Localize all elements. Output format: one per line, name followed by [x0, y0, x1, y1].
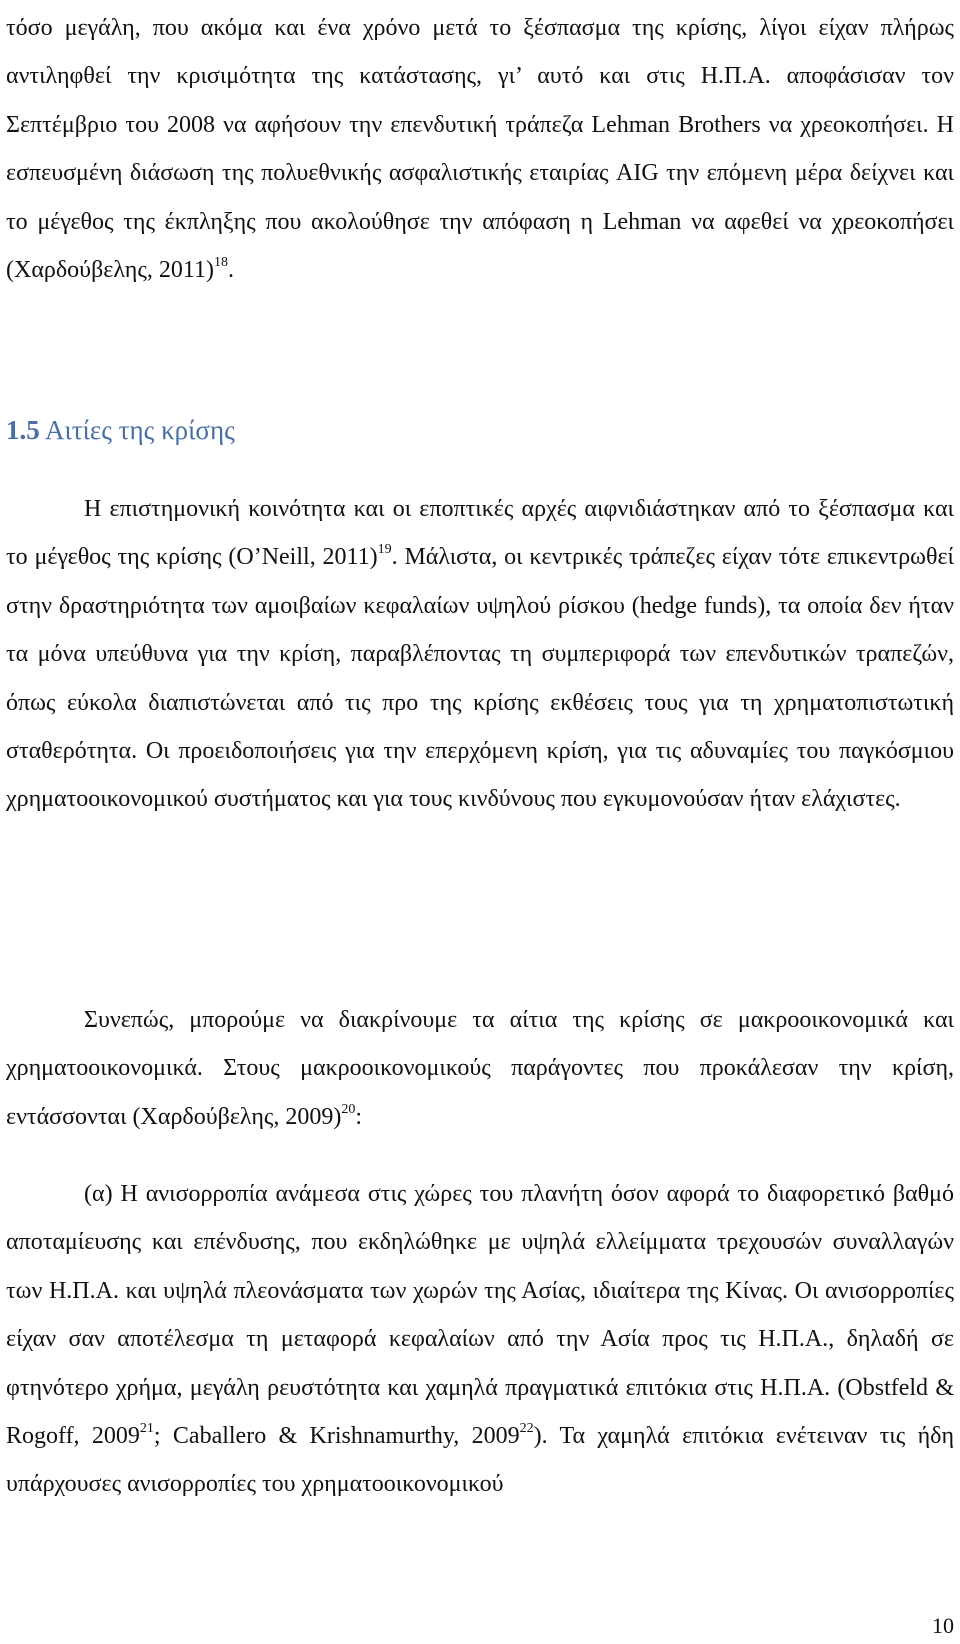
footnote-ref-19: 19 [377, 542, 392, 558]
paragraph-lehman-collapse [6, 4, 954, 294]
paragraph-text: (α) Η ανισορροπία ανάμεσα στις χώρες του πλανήτη όσον αφορά το διαφορετικό βαθμό αποταμίευσης και επένδυσης, που εκδηλώθηκε με υψηλά ελλείμματα τρεχουσών συναλλαγών των Η.Π.Α. και υψηλά πλεονάσματα των χωρών της Ασίας, ιδιαίτερα της Κίνας. Οι ανισορροπίες είχαν σαν αποτέλεσμα τη μεταφορά κεφαλαίων από την Ασία προς τις Η.Π.Α., δηλαδή σε φτηνότερο χρήμα, μεγάλη ρευστότητα και χαμηλά πραγματικά επιτόκια στις Η.Π.Α. (Obstfeld & Rogoff, 2009 [6, 1181, 954, 1450]
footnote-ref-18: 18 [213, 255, 228, 271]
paragraph-text: : [355, 1103, 363, 1130]
paragraph-text: Συνεπώς, μπορούμε να διακρίνουμε τα αίτια της κρίσης σε μακροοικονομικά και χρηματοοικονομικά. Στους μακροοικονομικούς παράγοντες που προκάλεσαν την κρίση, εντάσσονται (Χαρδούβελης, 2009) [6, 1007, 954, 1130]
paragraph-text: ; Caballero & Krishnamurthy, 2009 [153, 1423, 520, 1450]
footnote-ref-22: 22 [519, 1421, 534, 1437]
footnote-ref-20: 20 [341, 1101, 356, 1117]
paragraph-text: . [227, 257, 234, 284]
section-number: 1.5 [6, 415, 40, 445]
footnote-ref-21: 21 [139, 1421, 154, 1437]
paragraph-text: Η επιστημονική κοινότητα και οι εποπτικές αρχές αιφνιδιάστηκαν από το ξέσπασμα και το μέγεθος της κρίσης (O’Neill, 2011) [6, 496, 954, 571]
paragraph-text: . Μάλιστα, οι κεντρικές τράπεζες είχαν τότε επικεντρωθεί στην δραστηριότητα των αμοιβαίων κεφαλαίων υψηλού ρίσκου (hedge funds), τα οποία δεν ήταν τα μόνα υπεύθυνα για την κρίση, παραβλέποντας τη συμπεριφορά των επενδυτικών τραπεζών, όπως εύκολα διαπιστώνεται από τις προ της κρίσης εκθέσεις τους για τη χρηματοπιστωτική σταθερότητα. Οι προειδοποιήσεις για την επερχόμενη κρίση, για τις αδυναμίες του παγκόσμιου χρηματοοικονομικού συστήματος και για τους κινδύνους που εγκυμονούσαν ήταν ελάχιστες. [6, 544, 954, 813]
paragraph-text: ). Τα χαμηλά επιτόκια ενέτειναν τις ήδη υπάρχουσες ανισορροπίες του χρηματοοικονομικού [6, 1423, 954, 1498]
paragraph-text: τόσο μεγάλη, που ακόμα και ένα χρόνο μετά το ξέσπασμα της κρίσης, λίγοι είχαν πλήρως αντιληφθεί την κρισιμότητα της κατάστασης, γι’ αυτό και στις Η.Π.Α. αποφάσισαν τον Σεπτέμβριο του 2008 να αφήσουν την επενδυτική τράπεζα Lehman Brothers να χρεοκοπήσει. Η εσπευσμένη διάσωση της πολυεθνικής ασφαλιστικής εταιρίας AIG την επόμενη μέρα δείχνει και το μέγεθος της έκπληξης που ακολούθησε την απόφαση η Lehman να αφεθεί να χρεοκοπήσει (Χαρδούβελης, 2011) [6, 15, 954, 284]
paragraph-causes-intro [6, 996, 954, 1141]
page-number: 10 [932, 1613, 954, 1638]
section-title: Αιτίες της κρίσης [39, 415, 235, 445]
paragraph-imbalance [6, 1170, 954, 1509]
section-heading [6, 406, 235, 454]
paragraph-scientific-community [6, 485, 954, 824]
